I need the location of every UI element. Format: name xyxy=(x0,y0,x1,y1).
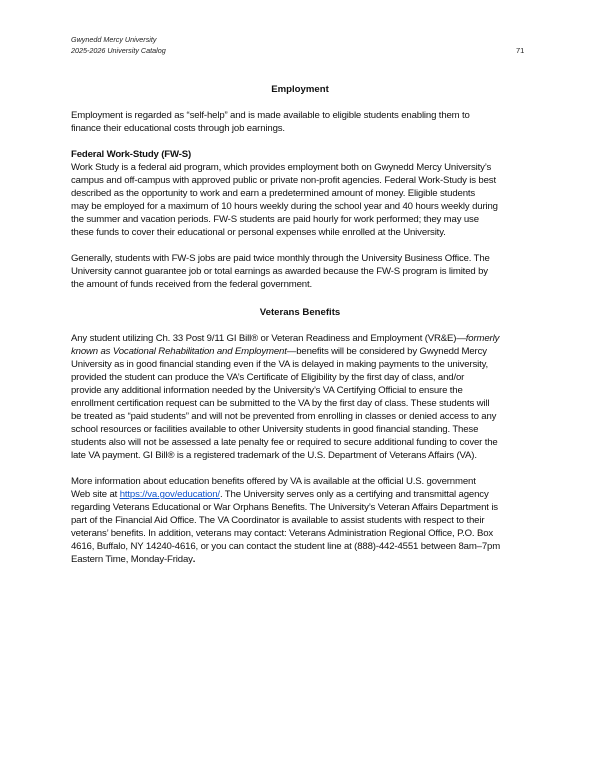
text-segment: . xyxy=(192,554,196,565)
text-line xyxy=(71,213,541,226)
text-line xyxy=(71,488,541,501)
veterans-info-paragraph xyxy=(71,475,541,566)
text-segment: these funds to cover their educational or personal expenses while enrolled at the University. xyxy=(71,227,446,238)
text-segment: known as Vocational Rehabilitation and Employment xyxy=(71,346,287,357)
text-line xyxy=(71,345,541,358)
va-education-link[interactable]: https://va.gov/education/ xyxy=(119,489,220,500)
text-segment: the summer and vacation periods. FW-S students are paid hourly for work performed; they may use xyxy=(71,214,479,225)
text-segment: finance their educational costs through job earnings. xyxy=(71,123,285,134)
text-line xyxy=(71,514,541,527)
text-segment: —benefits will be considered by Gwynedd Mercy xyxy=(286,346,487,357)
text-segment: Any student utilizing Ch. 33 Post 9/11 GI Bill® or Veteran Readiness and Employment (VR&E)— xyxy=(71,333,466,344)
text-line xyxy=(71,109,541,122)
text-line xyxy=(71,501,541,514)
text-segment: provided the student can produce the VA’s Certificate of Eligibility by the first day of class, and/or xyxy=(71,372,465,383)
text-segment: described as the opportunity to work and earn a predetermined amount of money. Eligible students xyxy=(71,188,476,199)
text-segment: may be employed for a maximum of 10 hours weekly during the school year and 40 hours weekly during xyxy=(71,201,498,212)
header-catalog: 2025-2026 University Catalog xyxy=(71,46,166,55)
text-line xyxy=(71,200,541,213)
employment-title: Employment xyxy=(271,84,329,95)
text-segment: 4616, Buffalo, NY 14240-4616, or you can contact the student line at (888)-442-4551 between 8am–7pm xyxy=(71,541,501,552)
text-line xyxy=(71,436,541,449)
text-segment: veterans’ benefits. In addition, veterans may contact: Veterans Administration Regional Office, P.O. Box xyxy=(71,528,494,539)
fws-paragraph xyxy=(71,161,541,239)
text-line xyxy=(71,527,541,540)
text-line xyxy=(71,475,541,488)
text-line xyxy=(71,540,541,553)
text-line xyxy=(71,187,541,200)
text-segment: . The University serves only as a certifying and transmittal agency xyxy=(219,489,489,500)
text-segment: enrollment certification request can be submitted to the VA by the first day of class. These students will xyxy=(71,398,490,409)
text-segment: University as in good financial standing even if the VA is delayed in making payments to the university, xyxy=(71,359,489,370)
text-line xyxy=(71,226,541,239)
veterans-policy-paragraph xyxy=(71,332,541,462)
text-segment: campus and off-campus with approved public or private non-profit agencies. Federal Work-Study is best xyxy=(71,175,496,186)
fws-heading: Federal Work-Study (FW-S) xyxy=(71,149,192,160)
employment-intro xyxy=(71,109,541,135)
text-line xyxy=(71,278,541,291)
text-line xyxy=(71,265,541,278)
text-line xyxy=(71,384,541,397)
page-number: 71 xyxy=(516,46,525,55)
text-segment: provide any additional information needed by the University’s VA Certifying Official to ensure the xyxy=(71,385,463,396)
text-line xyxy=(71,410,541,423)
text-segment: Work Study is a federal aid program, which provides employment both on Gwynedd Mercy University’s xyxy=(71,162,492,173)
text-line xyxy=(71,371,541,384)
text-line xyxy=(71,252,541,265)
text-segment: More information about education benefits offered by VA is available at the official U.S. government xyxy=(71,476,476,487)
text-line xyxy=(71,332,541,345)
text-line xyxy=(71,397,541,410)
text-segment: students also will not be assessed a late penalty fee or required to secure additional funding to cover the xyxy=(71,437,498,448)
text-segment: formerly xyxy=(465,333,500,344)
fws-pay-paragraph xyxy=(71,252,541,291)
text-segment: Web site at xyxy=(71,489,120,500)
text-segment: Employment is regarded as “self-help” and is made available to eligible students enabling them to xyxy=(71,110,470,121)
text-segment: be treated as “paid students” and will not be prevented from enrolling in classes or denied access to any xyxy=(71,411,497,422)
text-line xyxy=(71,553,541,566)
text-line xyxy=(71,449,541,462)
text-segment: Generally, students with FW-S jobs are paid twice monthly through the University Business Office. The xyxy=(71,253,490,264)
text-segment: school resources or facilities available to other University students in good financial standing. These xyxy=(71,424,479,435)
text-line xyxy=(71,358,541,371)
text-segment: University cannot guarantee job or total earnings as awarded because the FW-S program is limited by xyxy=(71,266,488,277)
veterans-title: Veterans Benefits xyxy=(259,307,341,318)
text-segment: Eastern Time, Monday-Friday xyxy=(71,554,193,565)
text-segment: late VA payment. GI Bill® is a registered trademark of the U.S. Department of Veterans Affairs (VA). xyxy=(71,450,477,461)
text-segment: the amount of funds received from the federal government. xyxy=(71,279,313,290)
text-line xyxy=(71,423,541,436)
text-segment: regarding Veterans Educational or War Orphans Benefits. The University’s Veteran Affairs Department is xyxy=(71,502,498,513)
text-line xyxy=(71,161,541,174)
header-institution: Gwynedd Mercy University xyxy=(71,35,157,44)
text-segment: part of the Financial Aid Office. The VA Coordinator is available to assist students with respect to their xyxy=(71,515,485,526)
text-line xyxy=(71,174,541,187)
text-line xyxy=(71,122,541,135)
